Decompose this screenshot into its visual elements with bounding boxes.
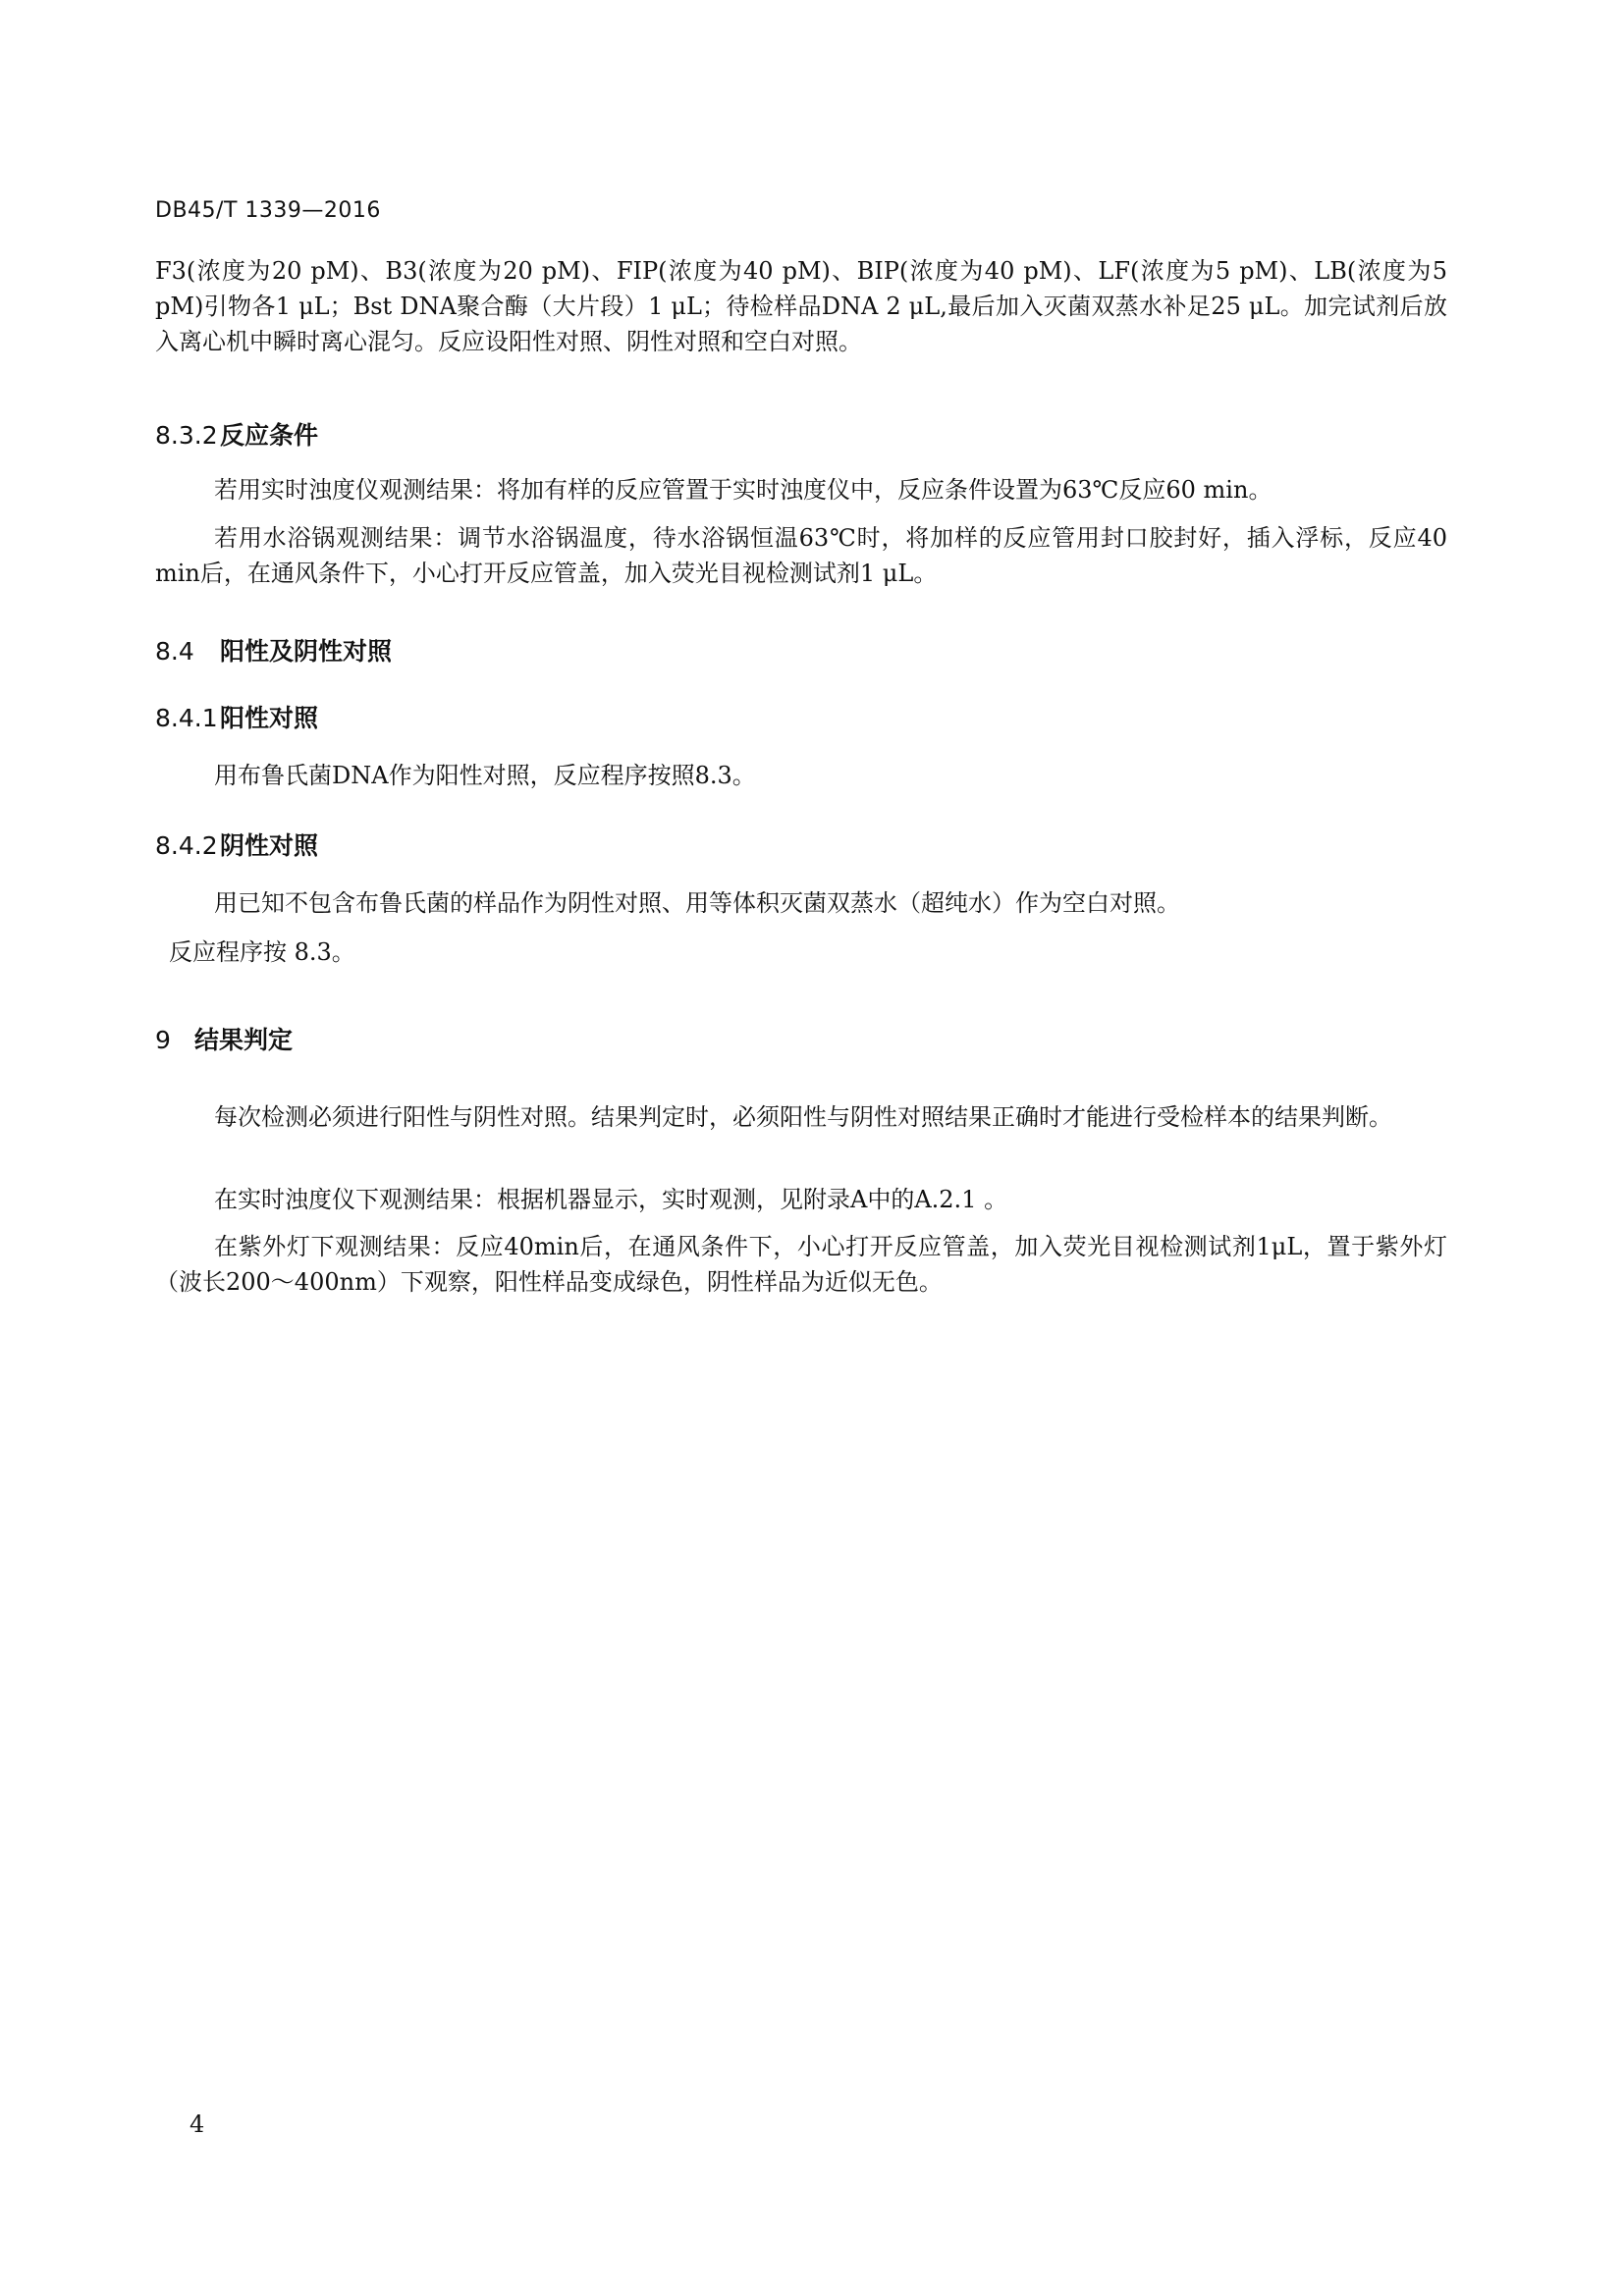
paragraph-reagents: F3(浓度为20 pM)、B3(浓度为20 pM)、FIP(浓度为40 pM)、BIP(浓度为40 pM)、LF(浓度为5 pM)、LB(浓度为5 pM)引物各1 μL；Bst DNA聚合酶（大片段）1 μL；待检样品DNA 2 μL,最后加入灭菌双蒸水补足25 μL。加完试剂后放入离心机中瞬时离心混匀。反应设阳性对照、阴性对照和空白对照。 bbox=[155, 257, 1447, 355]
chapter-number: 9 bbox=[155, 1026, 171, 1054]
paragraph-negative-control: 用已知不包含布鲁氏菌的样品作为阴性对照、用等体积灭菌双蒸水（超纯水）作为空白对照。 bbox=[214, 889, 1180, 917]
section-heading-8-4 bbox=[155, 632, 392, 667]
standard-code: DB45/T 1339—2016 bbox=[155, 198, 381, 223]
section-number: 8.3.2 bbox=[155, 421, 218, 450]
section-heading-8-3-2 bbox=[155, 416, 318, 452]
section-number: 8.4.1 bbox=[155, 704, 218, 732]
section-heading-8-4-1 bbox=[155, 699, 318, 734]
section-title: 阳性及阴性对照 bbox=[220, 637, 393, 666]
chapter-title: 结果判定 bbox=[194, 1026, 294, 1054]
paragraph-uv-result: 在紫外灯下观测结果：反应40min后，在通风条件下，小心打开反应管盖，加入荧光目视检测试剂1μL，置于紫外灯（波长200～400nm）下观察，阳性样品变成绿色，阴性样品为近似无色。 bbox=[155, 1233, 1447, 1296]
page-number: 4 bbox=[189, 2110, 205, 2138]
section-number: 8.4 bbox=[155, 637, 194, 666]
paragraph-turbidimeter: 若用实时浊度仪观测结果：将加有样的反应管置于实时浊度仪中，反应条件设置为63℃反应60 min。 bbox=[214, 476, 1272, 504]
paragraph-positive-control: 用布鲁氏菌DNA作为阳性对照，反应程序按照8.3。 bbox=[214, 762, 756, 789]
paragraph-turbidimeter-result: 在实时浊度仪下观测结果：根据机器显示，实时观测，见附录A中的A.2.1 。 bbox=[214, 1186, 1008, 1213]
paragraph-result-judgement: 每次检测必须进行阳性与阴性对照。结果判定时，必须阳性与阴性对照结果正确时才能进行受检样本的结果判断。 bbox=[214, 1103, 1392, 1131]
section-heading-8-4-2 bbox=[155, 827, 318, 862]
paragraph-water-bath: 若用水浴锅观测结果：调节水浴锅温度，待水浴锅恒温63℃时，将加样的反应管用封口胶封好，插入浮标，反应40 min后，在通风条件下，小心打开反应管盖，加入荧光目视检测试剂1 μL。 bbox=[155, 524, 1447, 587]
chapter-heading-9 bbox=[155, 1021, 293, 1056]
section-title: 阴性对照 bbox=[220, 831, 319, 860]
section-number: 8.4.2 bbox=[155, 831, 218, 860]
section-title: 反应条件 bbox=[220, 421, 319, 450]
paragraph-reaction-program: 反应程序按 8.3。 bbox=[169, 938, 355, 966]
section-title: 阳性对照 bbox=[220, 704, 319, 732]
